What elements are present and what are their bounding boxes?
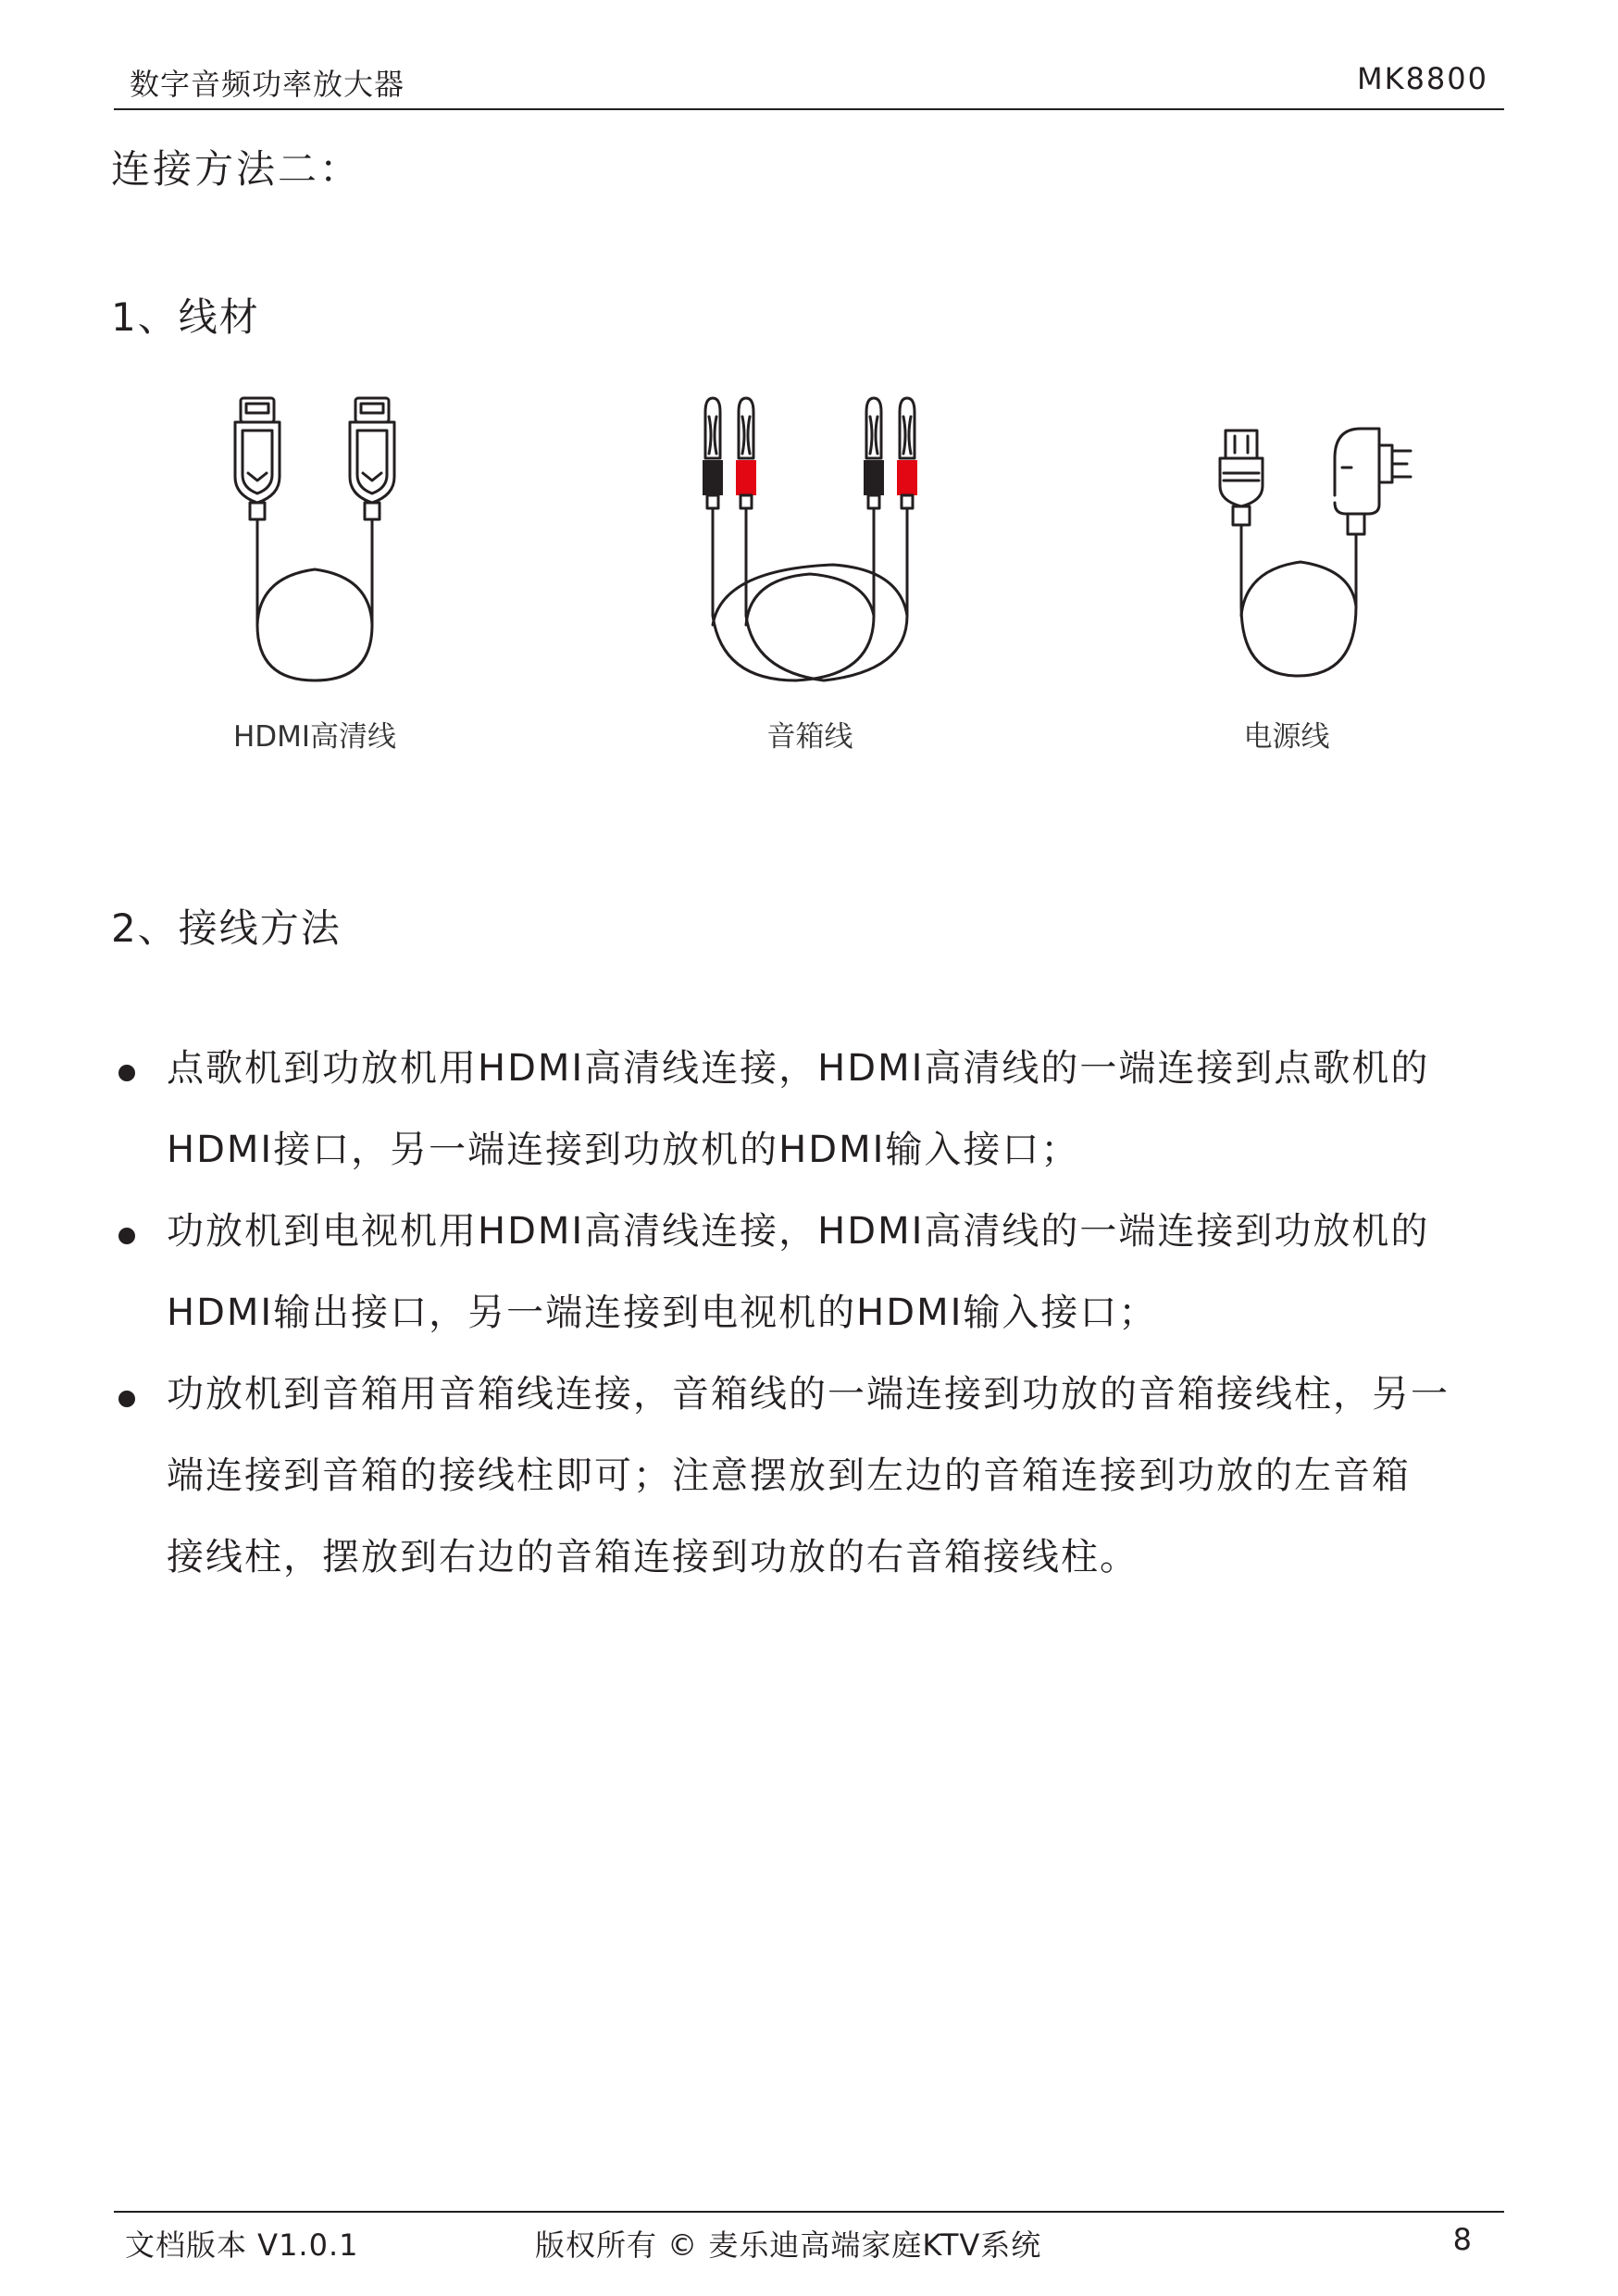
list-item (111, 1028, 1518, 1191)
cable-caption-speaker: 音箱线 (766, 720, 853, 754)
bullet-icon (118, 1391, 135, 1407)
document-version: 文档版本 V1.0.1 (125, 2227, 359, 2263)
bullet-icon (118, 1228, 135, 1244)
method-title: 连接方法二： (111, 146, 362, 192)
power-cable-icon (1213, 421, 1435, 690)
list-item-line: 点歌机到功放机用HDMI高清线连接，HDMI高清线的一端连接到点歌机的 (167, 1047, 1430, 1090)
footer-divider (114, 2211, 1504, 2213)
list-item-line: HDMI接口，另一端连接到功放机的HDMI输入接口； (167, 1129, 1080, 1171)
section-title-cables: 1、线材 (111, 294, 260, 340)
cable-caption-power: 电源线 (1243, 720, 1330, 754)
list-item-line: 功放机到音箱用音箱线连接，音箱线的一端连接到功放的音箱接线柱，另一 (167, 1373, 1450, 1416)
list-item (111, 1191, 1518, 1354)
list-item-line: HDMI输出接口，另一端连接到电视机的HDMI输入接口； (167, 1292, 1158, 1334)
list-item (111, 1354, 1518, 1598)
copyright-notice: 版权所有 © 麦乐迪高端家庭KTV系统 (535, 2227, 1042, 2263)
header-divider (114, 108, 1504, 110)
wiring-steps-list (111, 1028, 1518, 1598)
section-title-wiring: 2、接线方法 (111, 905, 342, 951)
bullet-icon (118, 1065, 135, 1081)
page-number: 8 (1452, 2222, 1473, 2257)
hdmi-cable-icon (222, 393, 407, 690)
list-item-line: 接线柱，摆放到右边的音箱连接到功放的右音箱接线柱。 (167, 1536, 1139, 1578)
list-item-line: 端连接到音箱的接线柱即可；注意摆放到左边的音箱连接到功放的左音箱 (167, 1454, 1411, 1497)
cable-caption-hdmi: HDMI高清线 (232, 720, 397, 754)
model-number: MK8800 (1356, 61, 1488, 96)
speaker-cable-icon (685, 393, 935, 690)
list-item-line: 功放机到电视机用HDMI高清线连接，HDMI高清线的一端连接到功放机的 (167, 1210, 1430, 1253)
document-title: 数字音频功率放大器 (130, 67, 405, 102)
